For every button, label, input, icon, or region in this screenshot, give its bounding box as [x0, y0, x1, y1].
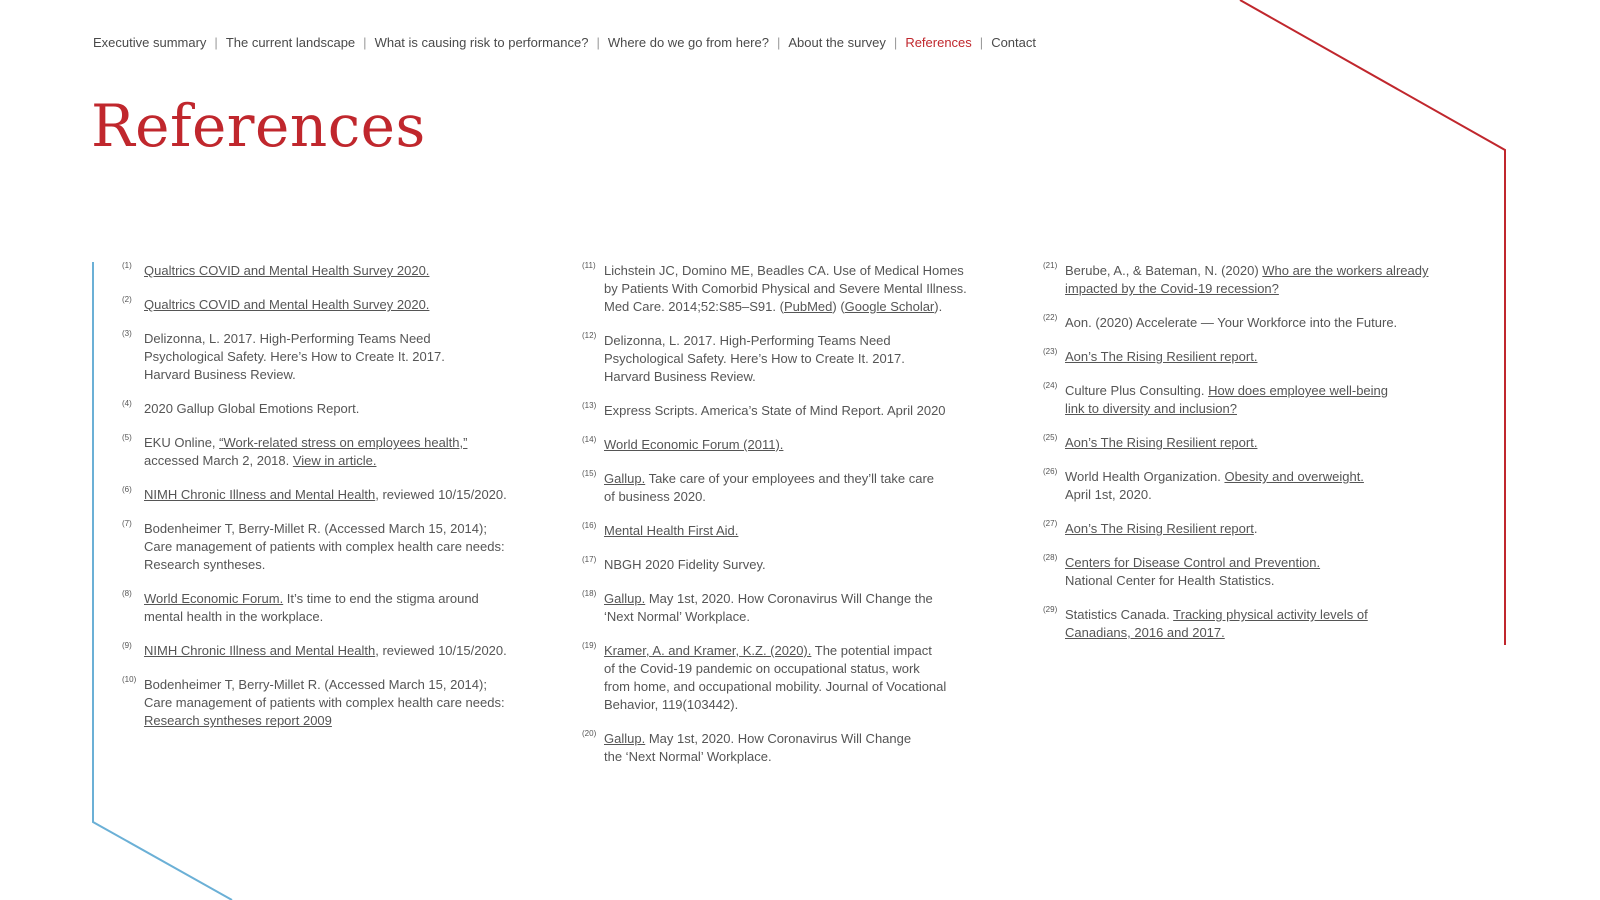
reference-item — [122, 330, 562, 384]
reference-item — [1043, 382, 1483, 418]
reference-item — [1043, 434, 1483, 452]
reference-text: Psychological Safety. Here’s How to Create It. 2017. — [144, 349, 445, 364]
reference-link[interactable]: NIMH Chronic Illness and Mental Health — [144, 643, 376, 658]
reference-text: May 1st, 2020. How Coronavirus Will Change — [645, 731, 912, 746]
reference-text: Culture Plus Consulting. — [1065, 383, 1209, 398]
reference-link[interactable]: Gallup. — [604, 471, 646, 486]
reference-link[interactable]: Obesity and overweight. — [1224, 469, 1364, 484]
reference-number: (24) — [1043, 381, 1058, 390]
reference-text: Care management of patients with complex health care needs: — [144, 539, 505, 554]
reference-text: the ‘Next Normal’ Workplace. — [604, 749, 772, 764]
reference-link[interactable]: NIMH Chronic Illness and Mental Health — [144, 487, 376, 502]
reference-item — [1043, 520, 1483, 538]
reference-text: World Health Organization. — [1065, 469, 1225, 484]
nav-separator: | — [363, 35, 367, 50]
reference-text: from home, and occupational mobility. Journal of Vocational — [604, 679, 947, 694]
reference-number: (28) — [1043, 553, 1058, 562]
reference-number: (8) — [122, 589, 132, 598]
reference-item — [122, 520, 562, 574]
reference-item — [1043, 468, 1483, 504]
reference-item — [122, 590, 562, 626]
reference-text: Bodenheimer T, Berry-Millet R. (Accessed March 15, 2014); — [144, 677, 487, 692]
reference-link[interactable]: Aon’s The Rising Resilient report — [1065, 521, 1254, 536]
nav-link-about-the-survey[interactable]: About the survey — [788, 35, 886, 50]
reference-text: ) ( — [832, 299, 845, 314]
reference-item — [582, 332, 1022, 386]
reference-link[interactable]: impacted by the Covid-19 recession? — [1065, 281, 1279, 296]
reference-item — [582, 262, 1022, 316]
reference-text: April 1st, 2020. — [1065, 487, 1152, 502]
reference-item — [582, 470, 1022, 506]
reference-number: (20) — [582, 729, 597, 738]
reference-text: Statistics Canada. — [1065, 607, 1174, 622]
reference-item — [582, 642, 1022, 714]
reference-item — [1043, 606, 1483, 642]
reference-text: Behavior, 119(103442). — [604, 697, 739, 712]
reference-link[interactable]: Qualtrics COVID and Mental Health Survey 2020. — [144, 263, 430, 278]
reference-text: . — [1253, 521, 1258, 536]
reference-number: (29) — [1043, 605, 1058, 614]
reference-item — [582, 522, 1022, 540]
reference-link[interactable]: Gallup. — [604, 591, 646, 606]
reference-link[interactable]: World Economic Forum. — [144, 591, 284, 606]
reference-link[interactable]: Tracking physical activity levels of — [1173, 607, 1368, 622]
page-title: References — [91, 92, 426, 160]
reference-number: (1) — [122, 261, 132, 270]
reference-text: Aon. (2020) Accelerate — Your Workforce into the Future. — [1065, 315, 1398, 330]
reference-item — [122, 296, 562, 314]
reference-text: Med Care. 2014;52:S85–S91. ( — [604, 299, 784, 314]
reference-text: of business 2020. — [604, 489, 706, 504]
reference-text: Delizonna, L. 2017. High-Performing Teams Need — [604, 333, 891, 348]
nav-link-references[interactable]: References — [905, 35, 972, 50]
references-column-2 — [582, 262, 1022, 782]
top-navigation — [93, 35, 1036, 50]
reference-item — [1043, 262, 1483, 298]
nav-separator: | — [596, 35, 600, 50]
reference-number: (17) — [582, 555, 597, 564]
reference-link[interactable]: Kramer, A. and Kramer, K.Z. (2020). — [604, 643, 812, 658]
reference-text: Delizonna, L. 2017. High-Performing Teams Need — [144, 331, 431, 346]
nav-link-where-do-we-go-from-here[interactable]: Where do we go from here? — [607, 35, 769, 50]
reference-text: by Patients With Comorbid Physical and Severe Mental Illness. — [604, 281, 967, 296]
reference-item — [122, 434, 562, 470]
reference-number: (19) — [582, 641, 597, 650]
reference-link[interactable]: Canadians, 2016 and 2017. — [1065, 625, 1225, 640]
reference-link[interactable]: Mental Health First Aid. — [604, 523, 739, 538]
reference-number: (5) — [122, 433, 132, 442]
reference-text: Take care of your employees and they’ll take care — [645, 471, 935, 486]
reference-text: Bodenheimer T, Berry-Millet R. (Accessed March 15, 2014); — [144, 521, 487, 536]
reference-item — [122, 486, 562, 504]
reference-link[interactable]: World Economic Forum (2011). — [604, 437, 784, 452]
reference-text: EKU Online, — [144, 435, 220, 450]
reference-number: (15) — [582, 469, 597, 478]
nav-link-what-is-causing-risk-to-performance[interactable]: What is causing risk to performance? — [374, 35, 589, 50]
reference-number: (9) — [122, 641, 132, 650]
reference-text: NBGH 2020 Fidelity Survey. — [604, 557, 766, 572]
reference-text: Express Scripts. America’s State of Mind Report. April 2020 — [604, 403, 946, 418]
reference-number: (16) — [582, 521, 597, 530]
nav-link-the-current-landscape[interactable]: The current landscape — [225, 35, 356, 50]
references-column-1 — [122, 262, 562, 746]
reference-item — [1043, 554, 1483, 590]
reference-item — [122, 676, 562, 730]
reference-link[interactable]: Google Scholar — [844, 299, 935, 314]
reference-text: Lichstein JC, Domino ME, Beadles CA. Use of Medical Homes — [604, 263, 964, 278]
reference-link[interactable]: link to diversity and inclusion? — [1065, 401, 1237, 416]
reference-link[interactable]: PubMed — [783, 299, 833, 314]
reference-text: The potential impact — [811, 643, 932, 658]
reference-text: of the Covid-19 pandemic on occupational status, work — [604, 661, 920, 676]
reference-text: , reviewed 10/15/2020. — [375, 643, 507, 658]
reference-number: (13) — [582, 401, 597, 410]
reference-number: (23) — [1043, 347, 1058, 356]
reference-link[interactable]: Aon’s The Rising Resilient report. — [1065, 435, 1258, 450]
reference-item — [582, 402, 1022, 420]
reference-item — [582, 436, 1022, 454]
reference-item — [582, 556, 1022, 574]
nav-link-executive-summary[interactable]: Executive summary — [93, 35, 207, 50]
reference-number: (21) — [1043, 261, 1058, 270]
reference-number: (14) — [582, 435, 597, 444]
reference-link[interactable]: Aon’s The Rising Resilient report. — [1065, 349, 1258, 364]
reference-number: (18) — [582, 589, 597, 598]
reference-item — [1043, 348, 1483, 366]
reference-number: (25) — [1043, 433, 1058, 442]
reference-item — [122, 400, 562, 418]
reference-link[interactable]: Gallup. — [604, 731, 646, 746]
reference-number: (2) — [122, 295, 132, 304]
reference-link[interactable]: View in article. — [292, 453, 377, 468]
reference-number: (3) — [122, 329, 132, 338]
reference-text: accessed March 2, 2018. — [144, 453, 293, 468]
nav-separator: | — [979, 35, 984, 50]
reference-number: (4) — [122, 399, 132, 408]
reference-number: (26) — [1043, 467, 1058, 476]
reference-link[interactable]: Centers for Disease Control and Prevention. — [1065, 555, 1321, 570]
references-column-3 — [1043, 262, 1483, 658]
reference-item — [582, 730, 1022, 766]
reference-number: (6) — [122, 485, 132, 494]
reference-text: National Center for Health Statistics. — [1065, 573, 1275, 588]
reference-text: ). — [934, 299, 943, 314]
reference-number: (10) — [122, 675, 137, 684]
reference-text: Psychological Safety. Here’s How to Create It. 2017. — [604, 351, 905, 366]
reference-item — [122, 642, 562, 660]
reference-number: (12) — [582, 331, 597, 340]
reference-item — [122, 262, 562, 280]
reference-number: (27) — [1043, 519, 1058, 528]
reference-link[interactable]: Research syntheses report 2009 — [144, 713, 332, 728]
reference-text: , reviewed 10/15/2020. — [375, 487, 507, 502]
nav-separator: | — [893, 35, 898, 50]
reference-text: Research syntheses. — [144, 557, 266, 572]
reference-text: ‘Next Normal’ Workplace. — [604, 609, 750, 624]
reference-item — [1043, 314, 1483, 332]
reference-link[interactable]: Who are the workers already — [1262, 263, 1429, 278]
reference-number: (7) — [122, 519, 132, 528]
reference-number: (11) — [582, 261, 596, 270]
reference-text: Harvard Business Review. — [604, 369, 756, 384]
nav-separator: | — [214, 35, 218, 50]
nav-separator: | — [776, 35, 781, 50]
nav-link-contact[interactable]: Contact — [991, 35, 1036, 50]
reference-link[interactable]: Qualtrics COVID and Mental Health Survey 2020. — [144, 297, 430, 312]
reference-text: May 1st, 2020. How Coronavirus Will Change the — [645, 591, 933, 606]
reference-text: mental health in the workplace. — [144, 609, 324, 624]
reference-text: It’s time to end the stigma around — [283, 591, 479, 606]
reference-text: 2020 Gallup Global Emotions Report. — [144, 401, 360, 416]
reference-item — [582, 590, 1022, 626]
reference-text: Care management of patients with complex health care needs: — [144, 695, 505, 710]
reference-number: (22) — [1043, 313, 1058, 322]
reference-link[interactable]: How does employee well-being — [1208, 383, 1389, 398]
reference-text: Harvard Business Review. — [144, 367, 296, 382]
reference-text: Berube, A., & Bateman, N. (2020) — [1065, 263, 1263, 278]
reference-link[interactable]: “Work-related stress on employees health,” — [219, 435, 468, 450]
